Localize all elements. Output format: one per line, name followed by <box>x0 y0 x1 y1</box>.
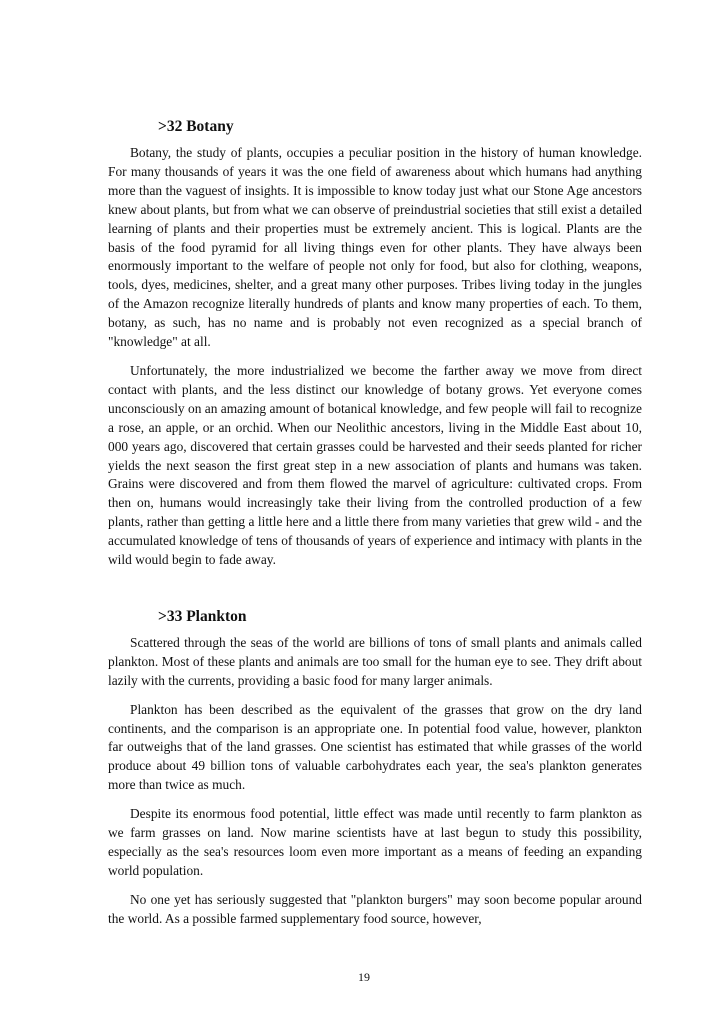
botany-paragraph-2: Unfortunately, the more industrialized we become the farther away we move from direct contact with plants, and the less distinct our knowledge of botany grows. Yet everyone comes unconsciously on an amazing amount of botanical knowledge, and few people will fail to recognize a rose, an apple, or an orchid. When our Neolithic ancestors, living in the Middle East about 10, 000 years ago, discovered that certain grasses could be harvested and their seeds planted for richer yields the next season the first great step in a new association of plants and humans was taken. Grains were discovered and from them flowed the marvel of agriculture: cultivated crops. From then on, humans would increasingly take their living from the controlled production of a few plants, rather than getting a little here and a little there from many varieties that grew wild - and the accumulated knowledge of tens of thousands of years of experience and intimacy with plants in the wild would begin to fade away. <box>108 362 642 568</box>
page-content <box>108 116 642 939</box>
botany-paragraph-1: Botany, the study of plants, occupies a peculiar position in the history of human knowledge. For many thousands of years it was the one field of awareness about which humans had anything more than the vaguest of insights. It is impossible to know today just what our Stone Age ancestors knew about plants, but from what we can observe of preindustrial societies that still exist a detailed learning of plants and their properties must be extremely ancient. This is logical. Plants are the basis of the food pyramid for all living things even for other plants. They have always been enormously important to the welfare of people not only for food, but also for clothing, weapons, tools, dyes, medicines, shelter, and a great many other purposes. Tribes living today in the jungles of the Amazon recognize literally hundreds of plants and know many properties of each. To them, botany, as such, has no name and is probably not even recognized as a special branch of "knowledge" at all. <box>108 145 642 350</box>
plankton-paragraph-4: No one yet has seriously suggested that "plankton burgers" may soon become popular around the world. As a possible farmed supplementary food source, however, <box>108 891 642 926</box>
section-heading-plankton: >33 Plankton <box>158 607 247 625</box>
section-heading-botany: >32 Botany <box>158 118 234 135</box>
plankton-paragraph-2: Plankton has been described as the equivalent of the grasses that grow on the dry land continents, and the comparison is an appropriate one. In potential food value, however, plankton far outweighs that of the land grasses. One scientist has estimated that while grasses of the world produce about 49 billion tons of valuable carbohydrates each year, the sea's plankton generates more than twice as much. <box>108 701 642 793</box>
plankton-paragraph-1: Scattered through the seas of the world are billions of tons of small plants and animals called plankton. Most of these plants and animals are too small for the human eye to see. They drift about lazily with the currents, providing a basic food for many larger animals. <box>108 634 642 688</box>
plankton-paragraph-3: Despite its enormous food potential, little effect was made until recently to farm plankton as we farm grasses on land. Now marine scientists have at last begun to study this possibility, especially as the sea's resources loom even more important as a means of feeding an expanding world population. <box>108 806 642 878</box>
page-number: 19 <box>358 970 370 984</box>
